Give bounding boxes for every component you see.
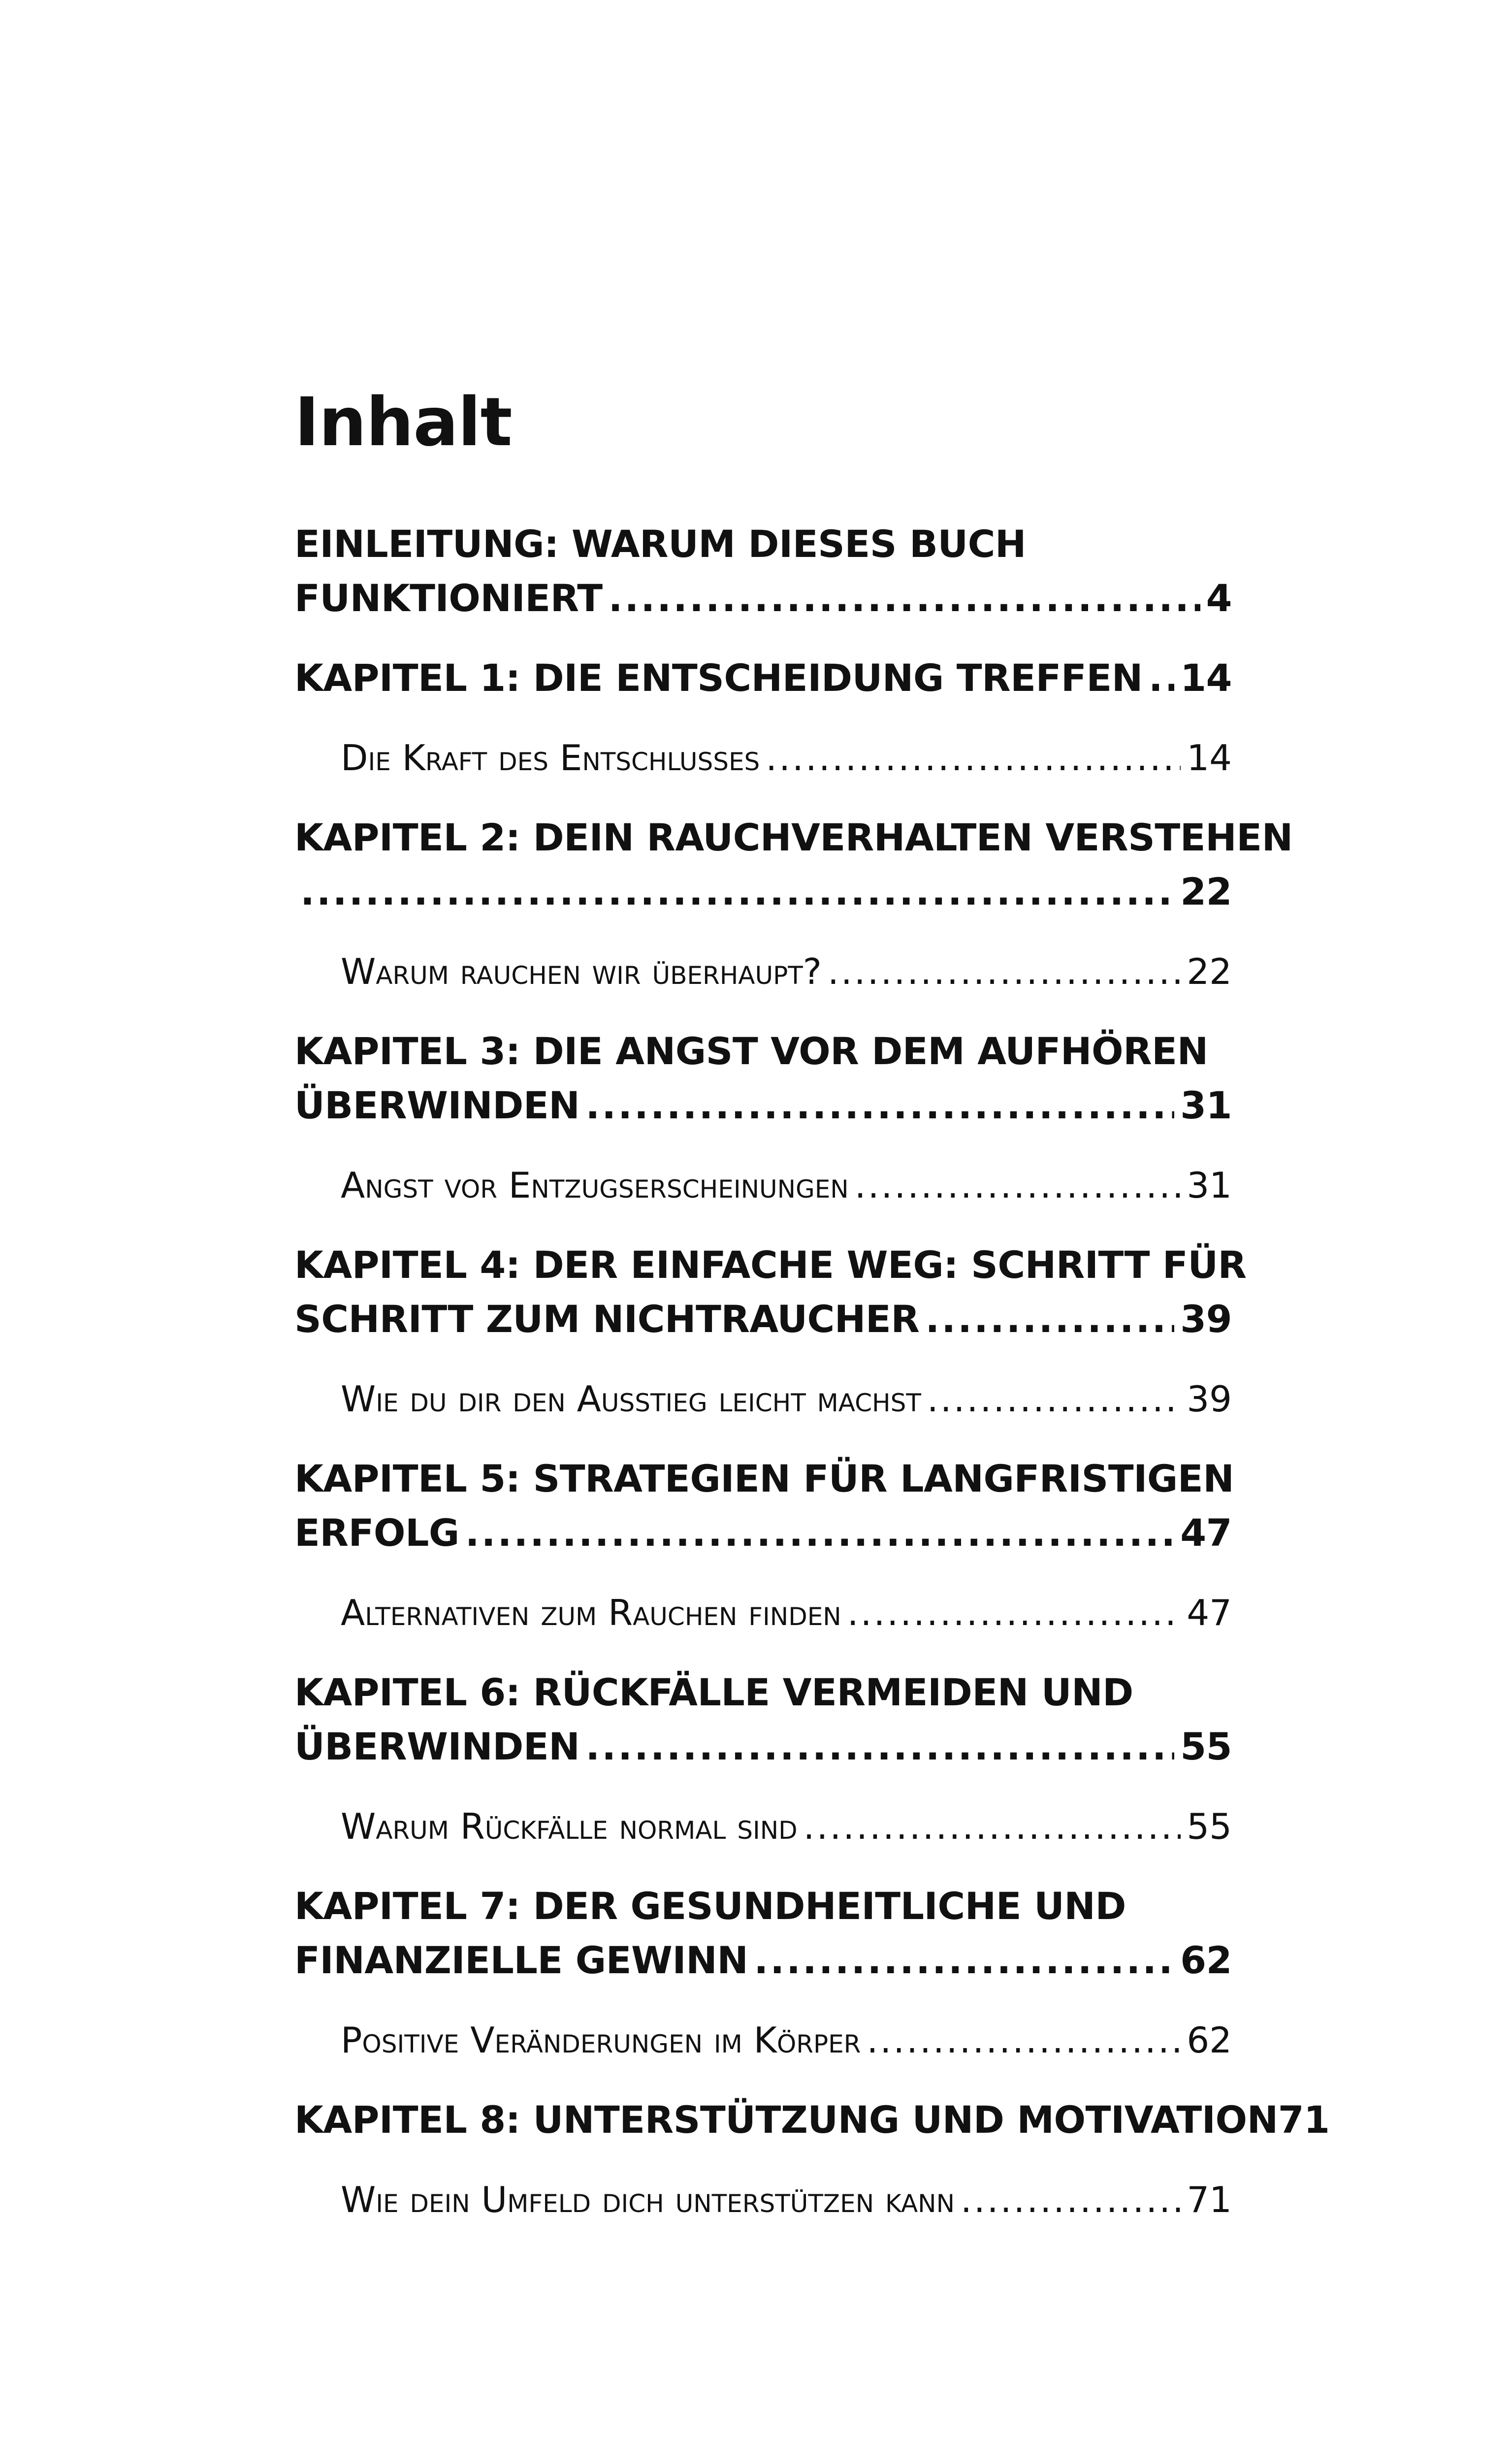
toc-entry-page-number: 14 xyxy=(1187,737,1232,779)
toc-entry-title: Warum rauchen wir überhaupt? xyxy=(341,951,822,992)
toc-entry-title: ÜBERWINDEN xyxy=(294,1725,580,1768)
toc-entry-line xyxy=(341,1799,1232,1854)
toc-entry-section-7-1[interactable] xyxy=(294,2013,1232,2067)
toc-entry-line xyxy=(341,1586,1232,1640)
toc-entry-title: Angst vor Entzugserscheinungen xyxy=(341,1165,849,1206)
toc-entry-title-line1: KAPITEL 7: DER GESUNDHEITLICHE UND xyxy=(294,1884,1126,1928)
dot-leader xyxy=(754,1933,1174,1987)
dot-leader xyxy=(847,1586,1181,1640)
toc-entry-title-line1: EINLEITUNG: WARUM DIESES BUCH xyxy=(294,522,1027,566)
toc-entry-page-number: 22 xyxy=(1187,951,1232,992)
toc-entry-chapter-3[interactable] xyxy=(294,1024,1232,1133)
toc-entry-chapter-8[interactable] xyxy=(294,2093,1330,2147)
toc-entry-page-number: 14 xyxy=(1180,656,1232,700)
dot-leader xyxy=(766,731,1181,785)
toc-entry-title-line1: KAPITEL 6: RÜCKFÄLLE VERMEIDEN UND xyxy=(294,1670,1133,1714)
table-of-contents xyxy=(294,517,1330,2227)
toc-entry-line xyxy=(341,1372,1232,1426)
toc-entry-line xyxy=(294,865,1232,919)
toc-entry-page-number: 39 xyxy=(1187,1378,1232,1420)
toc-entry-chapter-6[interactable] xyxy=(294,1665,1232,1774)
toc-entry-line xyxy=(294,1933,1232,1987)
dot-leader xyxy=(585,1720,1174,1774)
toc-entry-page-number: 71 xyxy=(1187,2179,1232,2220)
dot-leader xyxy=(609,571,1200,625)
toc-entry-title: Alternativen zum Rauchen finden xyxy=(341,1592,841,1633)
toc-entry-line xyxy=(341,2173,1232,2227)
toc-entry-section-5-1[interactable] xyxy=(294,1586,1232,1640)
toc-entry-title: Warum Rückfälle normal sind xyxy=(341,1806,798,1847)
dot-leader xyxy=(855,1158,1181,1212)
toc-entry-chapter-2[interactable] xyxy=(294,811,1293,919)
toc-entry-title: Wie dein Umfeld dich unterstützen kann xyxy=(341,2179,955,2220)
dot-leader xyxy=(804,1799,1181,1854)
toc-entry-title-line1: KAPITEL 5: STRATEGIEN FÜR LANGFRISTIGEN xyxy=(294,1457,1234,1500)
toc-entry-line xyxy=(294,2093,1330,2147)
dot-leader xyxy=(961,2173,1181,2227)
toc-entry-page-number: 22 xyxy=(1180,870,1232,913)
toc-entry-line xyxy=(294,1720,1232,1774)
toc-entry-page-number: 4 xyxy=(1206,576,1232,620)
toc-entry-chapter-5[interactable] xyxy=(294,1452,1232,1560)
toc-entry-title-line1: KAPITEL 2: DEIN RAUCHVERHALTEN VERSTEHEN xyxy=(294,815,1293,859)
dot-leader xyxy=(927,1372,1181,1426)
toc-entry-section-4-1[interactable] xyxy=(294,1372,1232,1426)
toc-entry-chapter-7[interactable] xyxy=(294,1879,1232,1987)
toc-entry-introduction[interactable] xyxy=(294,517,1232,625)
toc-entry-line xyxy=(294,571,1232,625)
dot-leader xyxy=(867,2013,1181,2067)
toc-entry-title: KAPITEL 1: DIE ENTSCHEIDUNG TREFFEN xyxy=(294,656,1143,700)
dot-leader xyxy=(925,1292,1174,1346)
dot-leader xyxy=(585,1078,1174,1133)
dot-leader xyxy=(465,1506,1174,1560)
toc-entry-section-1-1[interactable] xyxy=(294,731,1232,785)
toc-entry-title-line1: KAPITEL 3: DIE ANGST VOR DEM AUFHÖREN xyxy=(294,1029,1208,1073)
toc-entry-chapter-4[interactable] xyxy=(294,1238,1247,1346)
toc-entry-page-number: 31 xyxy=(1187,1165,1232,1206)
dot-leader xyxy=(828,945,1181,999)
toc-entry-section-2-1[interactable] xyxy=(294,945,1232,999)
toc-entry-line xyxy=(294,1078,1232,1133)
toc-entry-chapter-1[interactable] xyxy=(294,651,1232,705)
toc-entry-page-number: 47 xyxy=(1187,1592,1232,1633)
toc-entry-title: Wie du dir den Ausstieg leicht machst xyxy=(341,1378,921,1420)
toc-entry-line xyxy=(294,651,1232,705)
toc-entry-title: ÜBERWINDEN xyxy=(294,1083,580,1127)
toc-entry-line xyxy=(341,1158,1232,1212)
toc-entry-line xyxy=(294,1292,1232,1346)
toc-entry-line xyxy=(294,1506,1232,1560)
toc-entry-page-number: 31 xyxy=(1180,1083,1232,1127)
page-title: Inhalt xyxy=(294,384,512,461)
toc-entry-line xyxy=(341,731,1232,785)
dot-leader xyxy=(1149,651,1174,705)
toc-entry-page-number: 62 xyxy=(1187,2020,1232,2061)
toc-entry-title: Positive Veränderungen im Körper xyxy=(341,2020,861,2061)
toc-entry-title: FUNKTIONIERT xyxy=(294,576,603,620)
toc-entry-title: ERFOLG xyxy=(294,1511,459,1555)
toc-entry-title: SCHRITT ZUM NICHTRAUCHER xyxy=(294,1297,920,1341)
toc-entry-section-6-1[interactable] xyxy=(294,1799,1232,1854)
toc-entry-title: KAPITEL 8: UNTERSTÜTZUNG UND MOTIVATION xyxy=(294,2098,1278,2142)
toc-entry-page-number: 39 xyxy=(1180,1297,1232,1341)
toc-entry-title: FINANZIELLE GEWINN xyxy=(294,1938,748,1982)
toc-entry-page-number: 55 xyxy=(1180,1725,1232,1768)
toc-entry-line xyxy=(341,945,1232,999)
dot-leader xyxy=(300,865,1174,919)
toc-entry-title-line1: KAPITEL 4: DER EINFACHE WEG: SCHRITT FÜR xyxy=(294,1243,1247,1287)
toc-entry-page-number: 47 xyxy=(1180,1511,1232,1555)
toc-entry-section-3-1[interactable] xyxy=(294,1158,1232,1212)
toc-entry-page-number: 55 xyxy=(1187,1806,1232,1847)
toc-entry-section-8-1[interactable] xyxy=(294,2173,1232,2227)
toc-entry-page-number: 71 xyxy=(1278,2098,1330,2142)
toc-entry-page-number: 62 xyxy=(1180,1938,1232,1982)
toc-entry-line xyxy=(341,2013,1232,2067)
toc-entry-title: Die Kraft des Entschlusses xyxy=(341,737,760,779)
